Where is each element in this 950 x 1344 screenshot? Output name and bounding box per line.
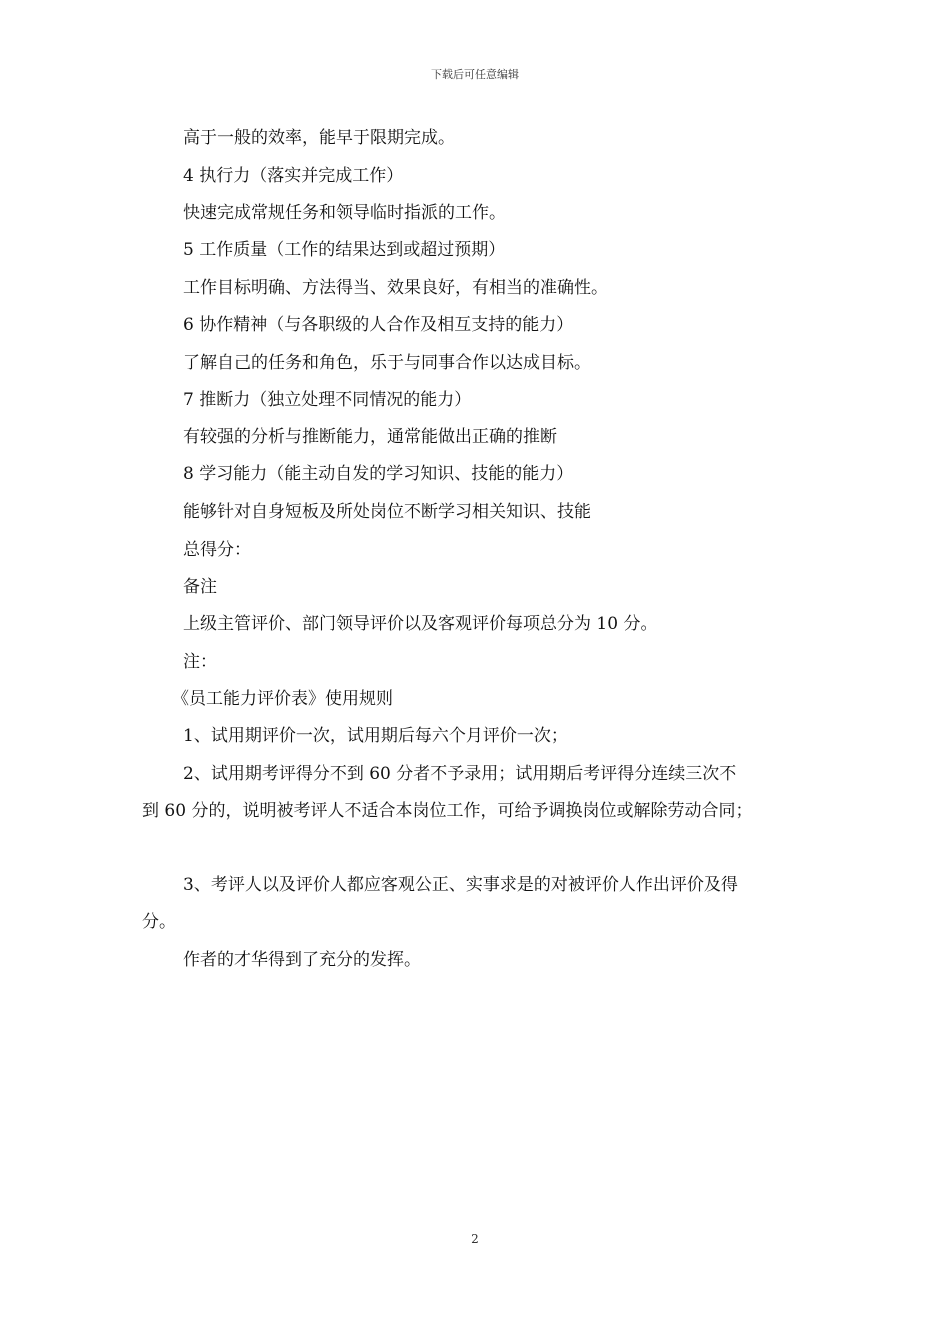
body-line: 1、试用期评价一次，试用期后每六个月评价一次；: [183, 726, 568, 746]
body-line: 了解自己的任务和角色，乐于与同事合作以达成目标。: [183, 353, 591, 373]
body-line: 有较强的分析与推断能力，通常能做出正确的推断: [183, 427, 557, 447]
body-line: 注：: [183, 652, 217, 672]
page-header: 下载后可任意编辑: [431, 68, 519, 81]
body-line: 总得分：: [183, 540, 251, 560]
body-line: 到 60 分的，说明被考评人不适合本岗位工作，可给予调换岗位或解除劳动合同；: [142, 801, 753, 821]
body-line: 5 工作质量（工作的结果达到或超过预期）: [183, 240, 506, 260]
body-line: 2、试用期考评得分不到 60 分者不予录用；试用期后考评得分连续三次不: [183, 764, 737, 784]
body-line: 8 学习能力（能主动自发的学习知识、技能的能力）: [183, 464, 574, 484]
body-line: 快速完成常规任务和领导临时指派的工作。: [183, 203, 506, 223]
body-line: 分。: [142, 912, 176, 932]
body-line: 《员工能力评价表》使用规则: [172, 689, 393, 709]
body-line: 能够针对自身短板及所处岗位不断学习相关知识、技能: [183, 502, 591, 522]
body-line: 高于一般的效率，能早于限期完成。: [183, 128, 455, 148]
body-line: 3、考评人以及评价人都应客观公正、实事求是的对被评价人作出评价及得: [183, 875, 738, 895]
body-line: 4 执行力（落实并完成工作）: [183, 166, 404, 186]
body-line: 上级主管评价、部门领导评价以及客观评价每项总分为 10 分。: [183, 614, 658, 634]
body-line: 6 协作精神（与各职级的人合作及相互支持的能力）: [183, 315, 574, 335]
page-number: 2: [471, 1232, 479, 1246]
body-line: 作者的才华得到了充分的发挥。: [183, 950, 421, 970]
body-line: 备注: [183, 577, 217, 597]
body-line: 7 推断力（独立处理不同情况的能力）: [183, 390, 472, 410]
body-line: 工作目标明确、方法得当、效果良好，有相当的准确性。: [183, 278, 608, 298]
